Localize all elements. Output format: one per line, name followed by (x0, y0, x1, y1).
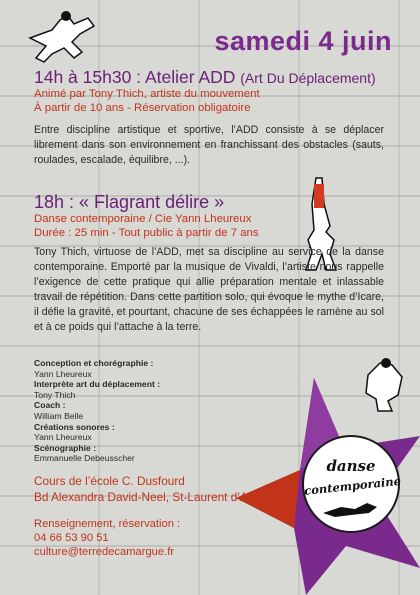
credit-role: Créations sonores : (34, 421, 115, 432)
event1-title (34, 67, 376, 88)
venue-address (34, 474, 283, 505)
credit-name: Emmanuelle Debeusscher (34, 453, 135, 464)
credit-name: William Belle (34, 410, 84, 421)
event-date: samedi 4 juin (214, 26, 392, 56)
credit-name: Yann Lheureux (34, 368, 92, 379)
credit-role: Conception et chorégraphie : (34, 358, 154, 368)
venue-line1: Cours de l’école C. Dusfourd (34, 474, 185, 488)
credit-role: Coach : (34, 400, 66, 411)
credit-name: Tony Thich (34, 389, 76, 400)
event1-animator: Animé par Tony Thich, artiste du mouvement (34, 88, 260, 100)
credit-role: Scénographie : (34, 442, 97, 453)
contact-phone: 04 66 53 90 51 (34, 532, 109, 544)
badge-line1: danse (326, 457, 376, 475)
badge-line2: contemporaine (303, 473, 402, 498)
event1-title-main: 14h à 15h30 : Atelier ADD (34, 67, 236, 87)
contact-email: culture@terredecamargue.fr (34, 546, 175, 558)
event2-genre: Danse contemporaine / Cie Yann Lheureux (34, 213, 252, 225)
credit-name: Yann Lheureux (34, 432, 92, 443)
credits-list (34, 358, 160, 464)
venue-line2: Bd Alexandra David-Neel, St-Laurent d’Aigouze (34, 489, 283, 504)
event1-title-paren: (Art Du Déplacement) (240, 70, 376, 86)
event2-title: 18h : « Flagrant délire » (34, 192, 225, 212)
event1-age: À partir de 10 ans - Réservation obligatoire (34, 102, 251, 114)
jumping-figure-illustration (22, 8, 102, 68)
contact-label: Renseignement, réservation : (34, 518, 181, 530)
event2-duration: Durée : 25 min - Tout public à partir de 7 ans (34, 227, 259, 239)
event1-description: Entre discipline artistique et sportive, l’ADD consiste à se déplacer librement dans son environnement en franchissant des obstacles (sauts, roulades, escalade, équilibre, ...). (34, 124, 384, 166)
event2-description: Tony Thich, virtuose de l’ADD, met sa discipline au service de la danse contemporaine. Emporté par la musique de Vivaldi, l’artiste nous rappelle l’exigence de cette pratique qui allie préparation mentale et inlassable travail de répétition. Dans cette partition solo, qui évoque le mythe d’Icare, il défie la gravité, et pourtant, chacune de ses échappées le ramène au sol et à ce poids qui l’attache à la terre. (34, 246, 384, 333)
lying-figure-icon (321, 499, 381, 519)
contact-info (34, 517, 180, 559)
credit-role: Interprète art du déplacement : (34, 379, 161, 390)
danse-contemporaine-badge (302, 435, 400, 533)
